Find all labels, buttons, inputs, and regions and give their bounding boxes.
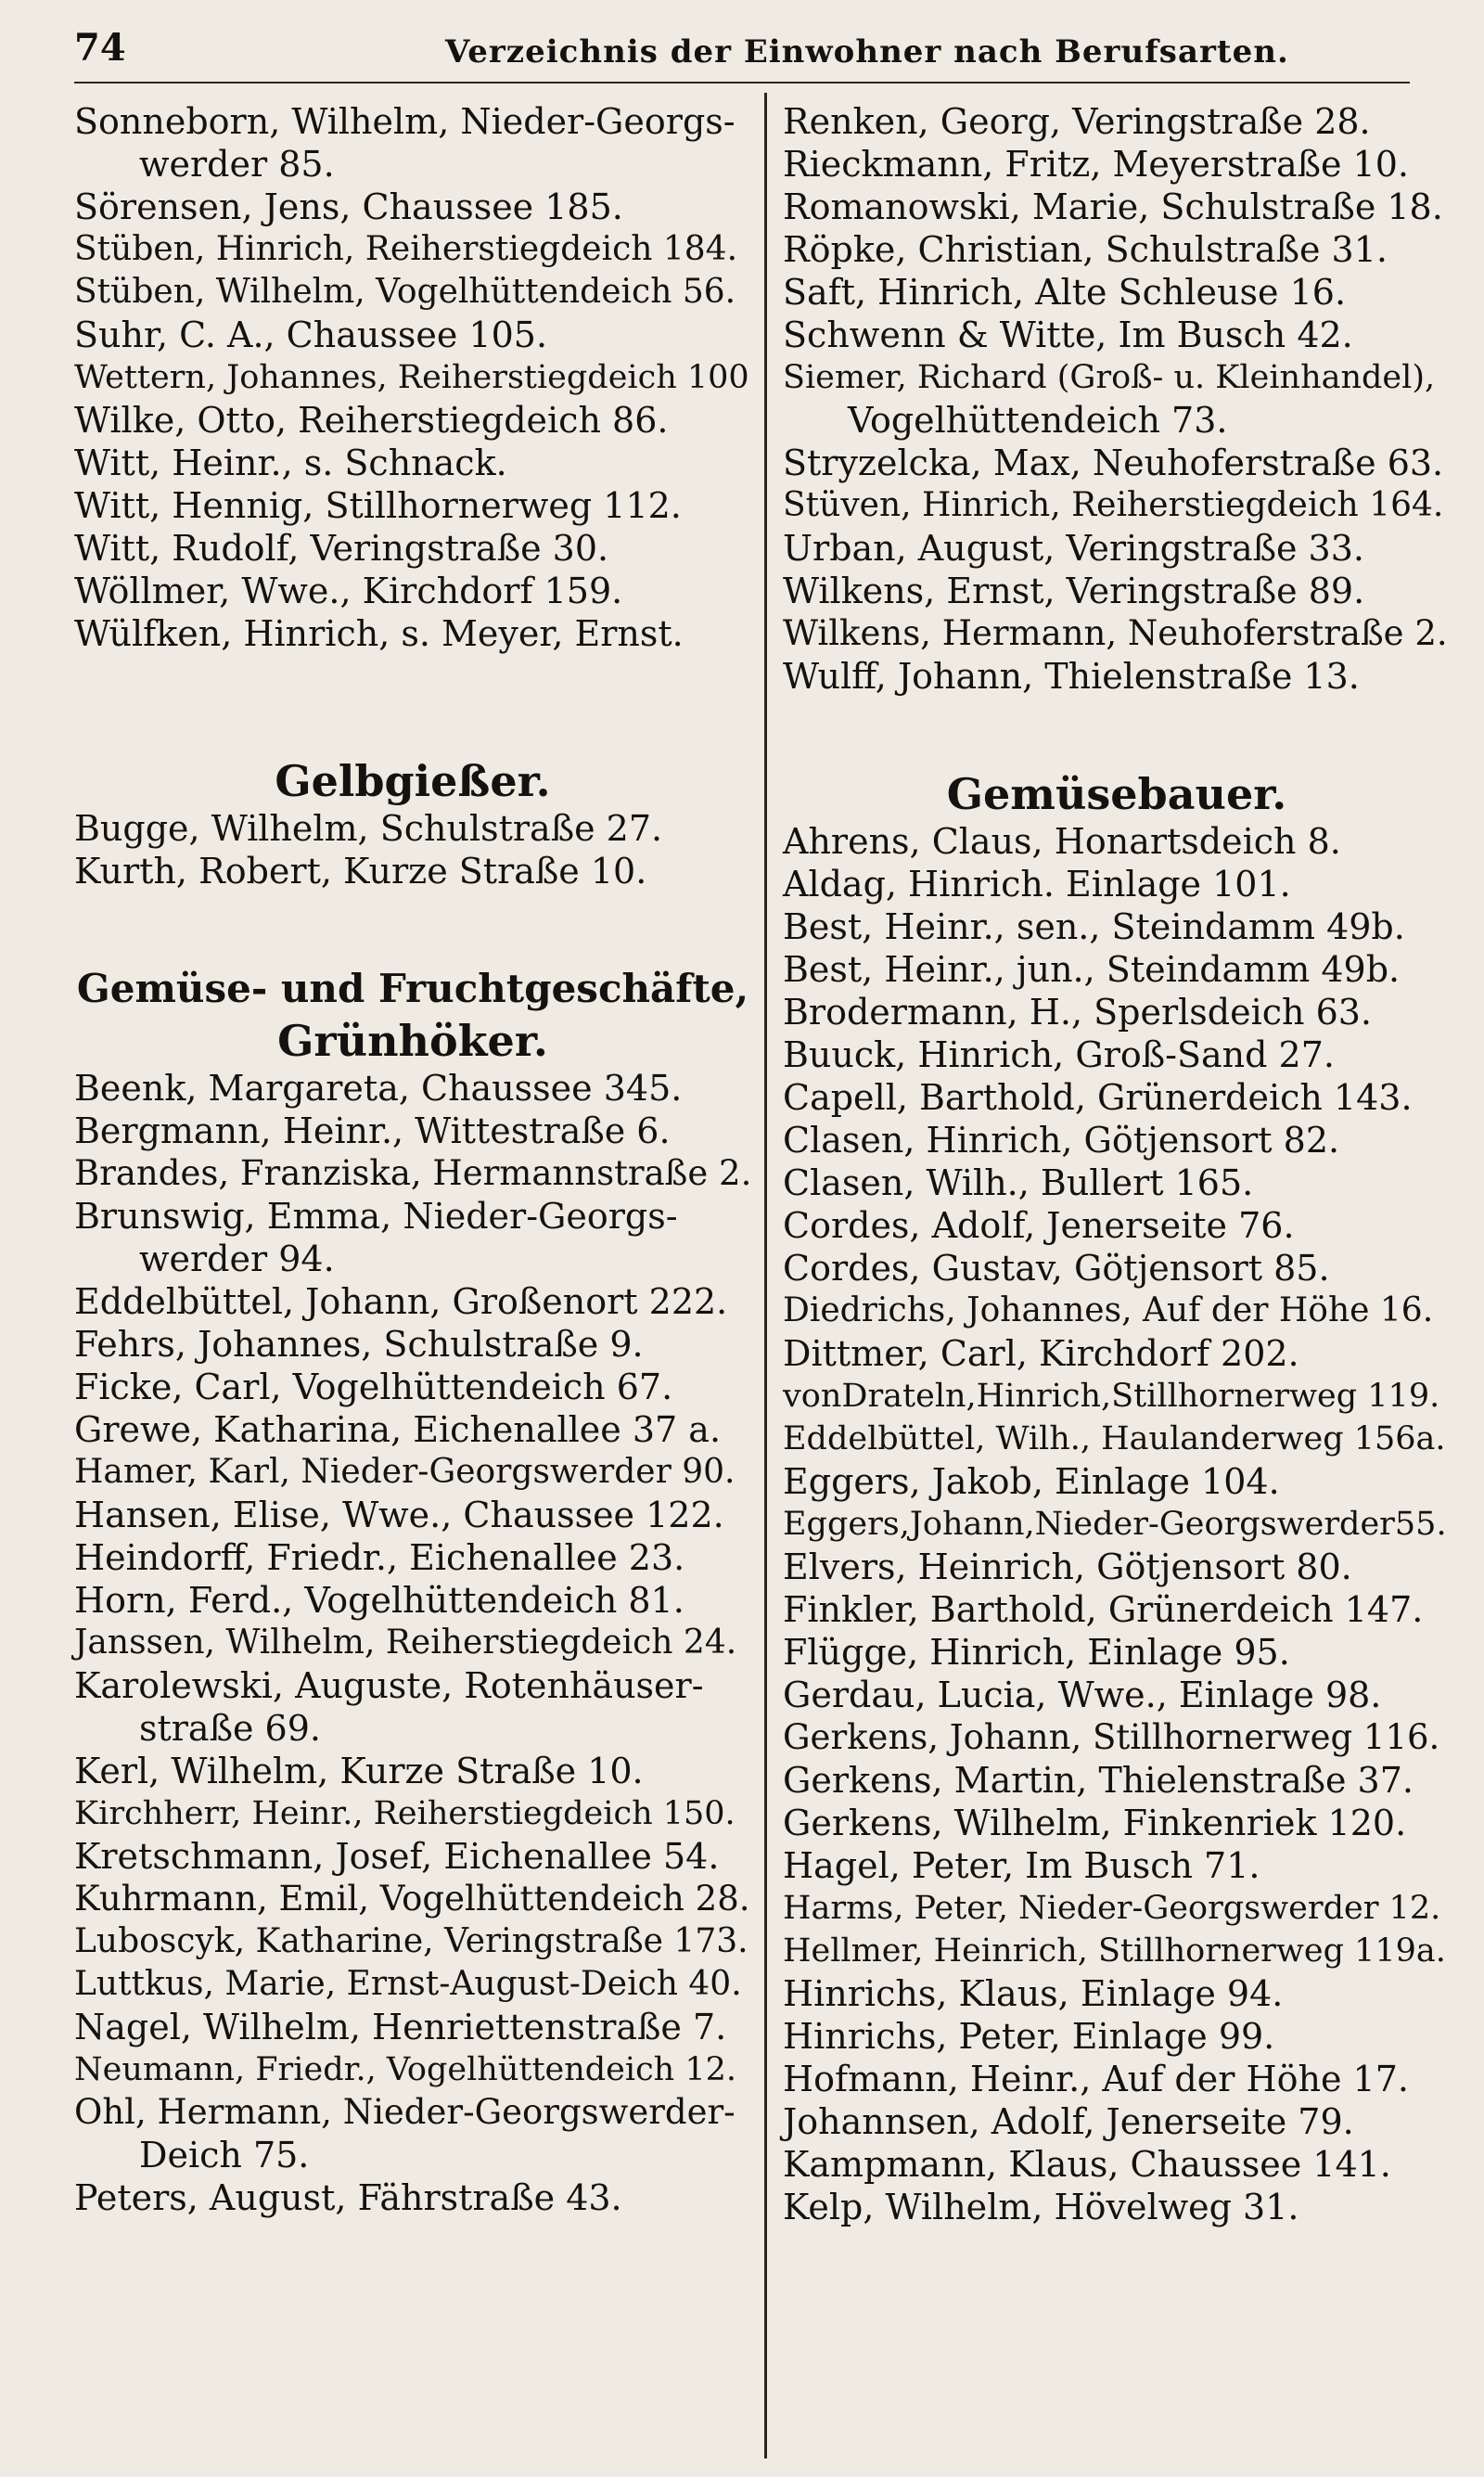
- entry: Diedrichs, Johannes, Auf der Höhe 16.: [783, 1291, 1434, 1329]
- section-title-gemuesebauer: Gemüsebauer.: [946, 769, 1287, 819]
- entry: Wilkens, Hermann, Neuhoferstraße 2.: [783, 613, 1448, 653]
- entry: Brodermann, H., Sperlsdeich 63.: [783, 992, 1373, 1033]
- entry: Gerkens, Johann, Stillhornerweg 116.: [783, 1717, 1440, 1757]
- entry: Witt, Heinr., s. Schnack.: [74, 443, 507, 483]
- entry: Wöllmer, Wwe., Kirchdorf 159.: [74, 571, 623, 611]
- entry: Kirchherr, Heinr., Reiherstiegdeich 150.: [74, 1795, 736, 1832]
- entry: Bergmann, Heinr., Wittestraße 6.: [74, 1110, 671, 1151]
- left-column: [74, 100, 751, 2219]
- entry: Wettern, Johannes, Reiherstiegdeich 100: [74, 359, 749, 396]
- entry: Grewe, Katharina, Eichenallee 37 a.: [74, 1409, 722, 1450]
- entry: Gerkens, Martin, Thielenstraße 37.: [783, 1760, 1414, 1801]
- entry: Gerkens, Wilhelm, Finkenriek 120.: [783, 1803, 1407, 1843]
- entry: Renken, Georg, Veringstraße 28.: [783, 101, 1371, 142]
- entry: Karolewski, Auguste, Rotenhäuser-: [74, 1665, 704, 1706]
- entry: Bugge, Wilhelm, Schulstraße 27.: [74, 808, 663, 849]
- entry: Kuhrmann, Emil, Vogelhüttendeich 28.: [74, 1879, 750, 1919]
- entry: Hinrichs, Klaus, Einlage 94.: [783, 1973, 1284, 2014]
- entry: Johannsen, Adolf, Jenerseite 79.: [783, 2101, 1354, 2142]
- entry: Dittmer, Carl, Kirchdorf 202.: [783, 1333, 1299, 1374]
- entry: Luboscyk, Katharine, Veringstraße 173.: [74, 1922, 748, 1960]
- entry: Flügge, Hinrich, Einlage 95.: [783, 1632, 1290, 1673]
- entry: Finkler, Barthold, Grünerdeich 147.: [783, 1589, 1424, 1630]
- entry: Harms, Peter, Nieder-Georgswerder 12.: [783, 1890, 1441, 1927]
- entry: Horn, Ferd., Vogelhüttendeich 81.: [74, 1580, 684, 1621]
- right-entries-continued: [783, 100, 1451, 698]
- entry: Stryzelcka, Max, Neuhoferstraße 63.: [783, 443, 1444, 483]
- entry: Best, Heinr., sen., Steindamm 49b.: [783, 906, 1405, 947]
- entry: Hamer, Karl, Nieder-Georgswerder 90.: [74, 1453, 736, 1491]
- entry: Brandes, Franziska, Hermannstraße 2.: [74, 1153, 752, 1193]
- running-head: Verzeichnis der Einwohner nach Berufsarten.: [445, 33, 1289, 71]
- entry: Eggers, Jakob, Einlage 104.: [783, 1461, 1280, 1502]
- entry: Kurth, Robert, Kurze Straße 10.: [74, 851, 647, 892]
- gemuese-entries: [74, 1067, 751, 2219]
- entry: Wilkens, Ernst, Veringstraße 89.: [783, 571, 1365, 611]
- entry: Ficke, Carl, Vogelhüttendeich 67.: [74, 1367, 673, 1407]
- page-header: [74, 26, 1410, 83]
- entry: Sonneborn, Wilhelm, Nieder-Georgs-: [74, 101, 736, 142]
- entry: Witt, Rudolf, Veringstraße 30.: [74, 528, 609, 569]
- entry-continuation: Deich 75.: [139, 2135, 310, 2175]
- entry-continuation: straße 69.: [139, 1708, 321, 1749]
- entry: Clasen, Wilh., Bullert 165.: [783, 1162, 1254, 1203]
- entry: Elvers, Heinrich, Götjensort 80.: [783, 1547, 1352, 1587]
- entry: Kampmann, Klaus, Chaussee 141.: [783, 2144, 1391, 2185]
- entry: Hellmer, Heinrich, Stillhornerweg 119a.: [783, 1932, 1446, 1970]
- entry: Heindorff, Friedr., Eichenallee 23.: [74, 1537, 685, 1578]
- entry: Luttkus, Marie, Ernst-August-Deich 40.: [74, 1965, 742, 2003]
- entry: Ahrens, Claus, Honartsdeich 8.: [783, 821, 1341, 862]
- entry: Peters, August, Fährstraße 43.: [74, 2177, 622, 2218]
- entry-continuation: Vogelhüttendeich 73.: [848, 400, 1228, 441]
- entry: Hinrichs, Peter, Einlage 99.: [783, 2016, 1275, 2057]
- entry: Janssen, Wilhelm, Reiherstiegdeich 24.: [74, 1624, 737, 1662]
- entry: Eddelbüttel, Wilh., Haulanderweg 156a.: [783, 1420, 1446, 1457]
- entry: Clasen, Hinrich, Götjensort 82.: [783, 1120, 1340, 1161]
- page-number: 74: [74, 26, 126, 70]
- entry: Sörensen, Jens, Chaussee 185.: [74, 186, 623, 227]
- entry: Beenk, Margareta, Chaussee 345.: [74, 1068, 683, 1109]
- entry: Buuck, Hinrich, Groß-Sand 27.: [783, 1034, 1335, 1075]
- entry: Witt, Hennig, Stillhornerweg 112.: [74, 485, 682, 526]
- section-title-gelbgiesser: Gelbgießer.: [275, 756, 551, 806]
- entry: Ohl, Hermann, Nieder-Georgswerder-: [74, 2092, 736, 2132]
- left-entries-continued: [74, 100, 751, 655]
- entry: Cordes, Gustav, Götjensort 85.: [783, 1248, 1330, 1289]
- entry: Schwenn & Witte, Im Busch 42.: [783, 314, 1353, 355]
- entry: Kelp, Wilhelm, Hövelweg 31.: [783, 2187, 1299, 2227]
- entry: Capell, Barthold, Grünerdeich 143.: [783, 1077, 1413, 1118]
- entry: Stüben, Wilhelm, Vogelhüttendeich 56.: [74, 273, 736, 311]
- entry: Saft, Hinrich, Alte Schleuse 16.: [783, 272, 1347, 313]
- entry: Hagel, Peter, Im Busch 71.: [783, 1845, 1260, 1886]
- entry: Hofmann, Heinr., Auf der Höhe 17.: [783, 2059, 1409, 2099]
- entry: vonDrateln,Hinrich,Stillhornerweg 119.: [783, 1378, 1440, 1415]
- entry: Neumann, Friedr., Vogelhüttendeich 12.: [74, 2051, 737, 2088]
- section-title-gemuese: Gemüse- und Fruchtgeschäfte,: [76, 966, 749, 1011]
- entry: Best, Heinr., jun., Steindamm 49b.: [783, 949, 1401, 990]
- entry: Kerl, Wilhelm, Kurze Straße 10.: [74, 1751, 644, 1791]
- entry: Brunswig, Emma, Nieder-Georgs-: [74, 1196, 678, 1237]
- column-divider: [764, 93, 767, 2458]
- entry: Siemer, Richard (Groß- u. Kleinhandel),: [783, 359, 1436, 396]
- entry: Wülfken, Hinrich, s. Meyer, Ernst.: [74, 613, 684, 654]
- entry: Gerdau, Lucia, Wwe., Einlage 98.: [783, 1675, 1382, 1715]
- entry: Fehrs, Johannes, Schulstraße 9.: [74, 1324, 644, 1365]
- entry: Romanowski, Marie, Schulstraße 18.: [783, 186, 1443, 227]
- entry: Wilke, Otto, Reiherstiegdeich 86.: [74, 400, 669, 441]
- entry: Suhr, C. A., Chaussee 105.: [74, 314, 548, 355]
- entry: Urban, August, Veringstraße 33.: [783, 528, 1364, 569]
- entry: Cordes, Adolf, Jenerseite 76.: [783, 1205, 1295, 1246]
- entry: Eddelbüttel, Johann, Großenort 222.: [74, 1281, 728, 1322]
- gemuesebauer-entries: [783, 820, 1451, 2228]
- entry: Nagel, Wilhelm, Henriettenstraße 7.: [74, 2007, 727, 2047]
- entry: Aldag, Hinrich. Einlage 101.: [783, 864, 1291, 905]
- gelbgiesser-entries: [74, 807, 751, 892]
- section-title-gruenhoeker: Grünhöker.: [277, 1016, 548, 1066]
- entry: Kretschmann, Josef, Eichenallee 54.: [74, 1836, 720, 1877]
- entry: Wulff, Johann, Thielenstraße 13.: [783, 656, 1360, 697]
- entry: Stüven, Hinrich, Reiherstiegdeich 164.: [783, 486, 1444, 524]
- right-column: [783, 100, 1451, 2228]
- entry: Stüben, Hinrich, Reiherstiegdeich 184.: [74, 230, 738, 268]
- entry-continuation: werder 85.: [139, 144, 335, 185]
- entry: Hansen, Elise, Wwe., Chaussee 122.: [74, 1495, 724, 1535]
- entry: Rieckmann, Fritz, Meyerstraße 10.: [783, 144, 1409, 185]
- entry: Eggers,Johann,Nieder-Georgswerder55.: [783, 1506, 1447, 1543]
- entry: Röpke, Christian, Schulstraße 31.: [783, 229, 1388, 270]
- entry-continuation: werder 94.: [139, 1238, 335, 1279]
